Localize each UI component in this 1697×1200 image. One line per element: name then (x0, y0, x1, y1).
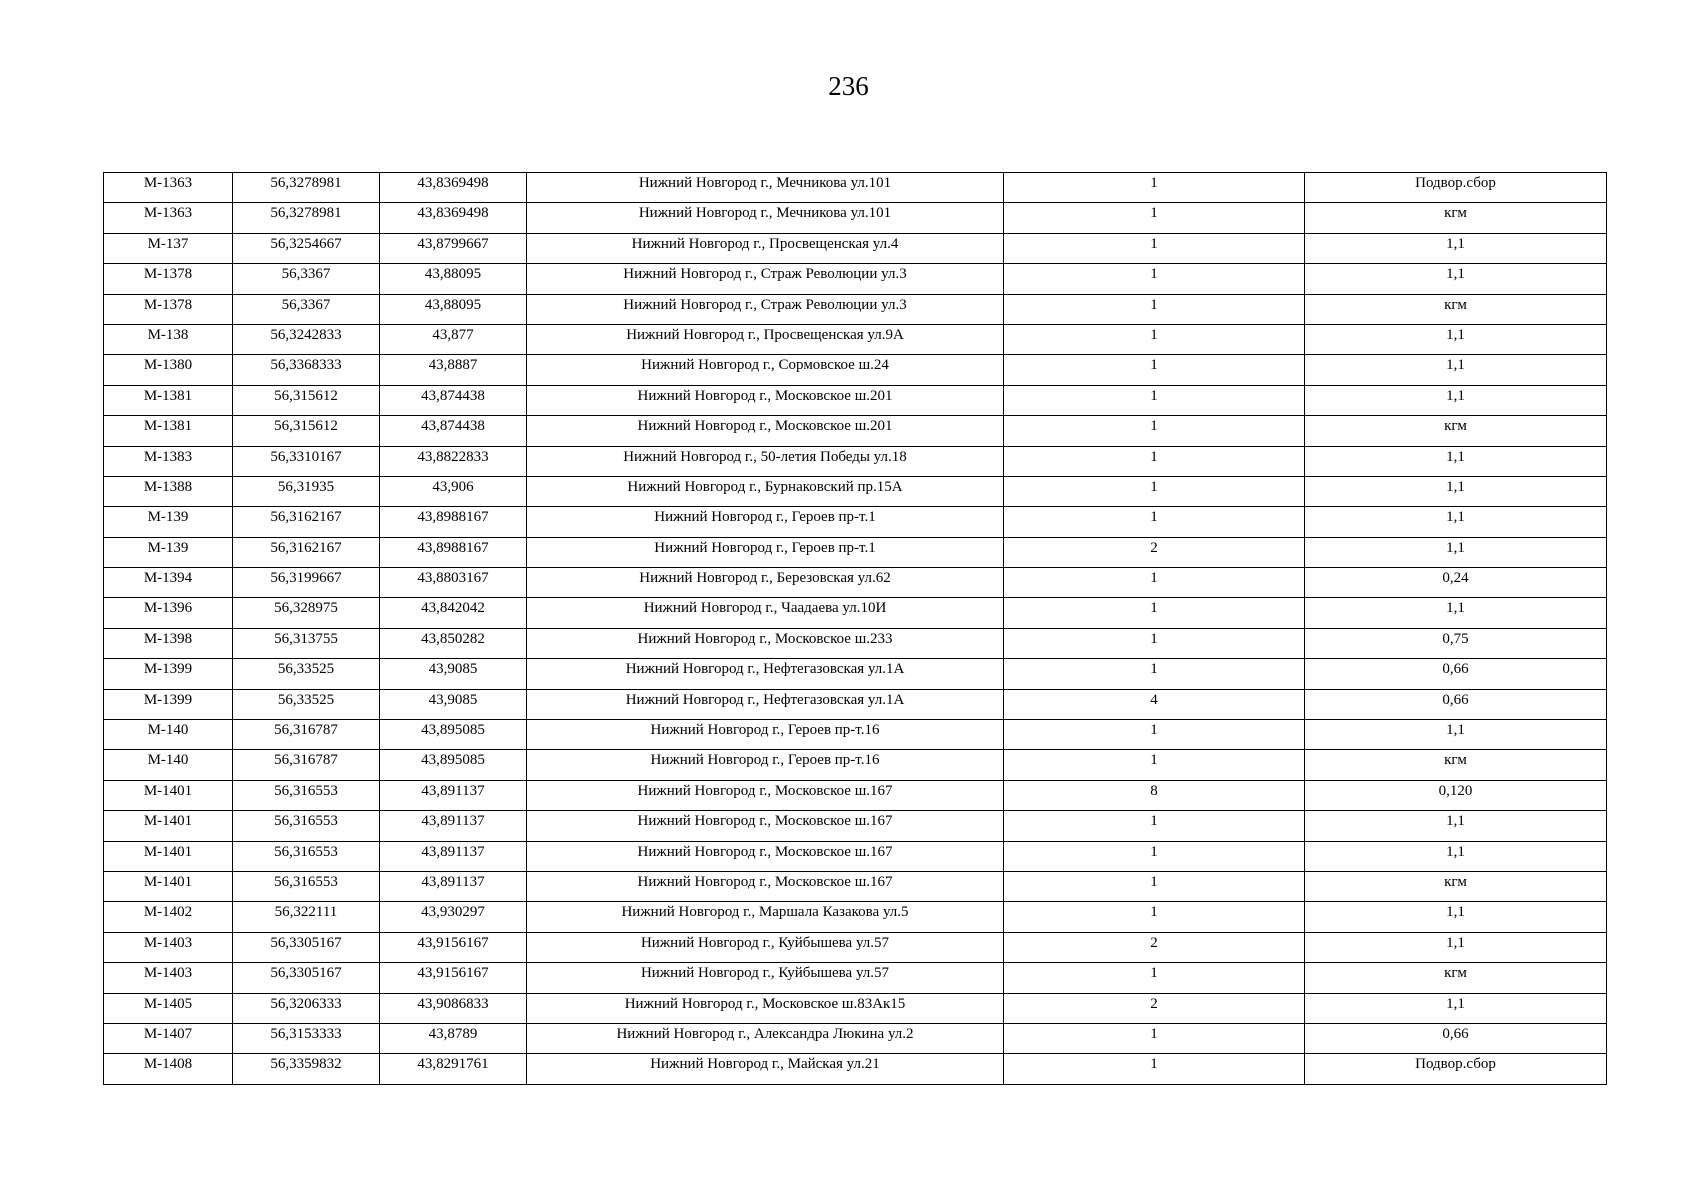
longitude-cell: 43,8988167 (380, 537, 527, 567)
address-cell: Нижний Новгород г., Героев пр-т.1 (527, 537, 1004, 567)
site-id-cell: М-1401 (104, 780, 233, 810)
latitude-cell: 56,33525 (233, 659, 380, 689)
site-id-cell: М-1388 (104, 476, 233, 506)
address-cell: Нижний Новгород г., Московское ш.167 (527, 841, 1004, 871)
address-cell: Нижний Новгород г., Маршала Казакова ул.5 (527, 902, 1004, 932)
address-cell: Нижний Новгород г., Страж Революции ул.3 (527, 264, 1004, 294)
table-row (104, 659, 1607, 689)
longitude-cell: 43,8887 (380, 355, 527, 385)
address-cell: Нижний Новгород г., 50-летия Победы ул.18 (527, 446, 1004, 476)
address-cell: Нижний Новгород г., Героев пр-т.1 (527, 507, 1004, 537)
latitude-cell: 56,3278981 (233, 173, 380, 203)
longitude-cell: 43,895085 (380, 750, 527, 780)
container-count-cell: 1 (1004, 173, 1305, 203)
container-volume-cell: 1,1 (1305, 264, 1607, 294)
container-volume-cell: 1,1 (1305, 507, 1607, 537)
longitude-cell: 43,9156167 (380, 932, 527, 962)
table-row (104, 1054, 1607, 1084)
container-volume-cell: 0,120 (1305, 780, 1607, 810)
container-count-cell: 1 (1004, 841, 1305, 871)
table-row (104, 993, 1607, 1023)
table-row (104, 811, 1607, 841)
container-count-cell: 1 (1004, 264, 1305, 294)
container-volume-cell: кгм (1305, 750, 1607, 780)
site-id-cell: М-1380 (104, 355, 233, 385)
longitude-cell: 43,891137 (380, 871, 527, 901)
latitude-cell: 56,316553 (233, 871, 380, 901)
container-count-cell: 1 (1004, 416, 1305, 446)
container-volume-cell: кгм (1305, 871, 1607, 901)
container-volume-cell: Подвор.сбор (1305, 1054, 1607, 1084)
site-id-cell: М-1396 (104, 598, 233, 628)
container-volume-cell: 0,75 (1305, 628, 1607, 658)
table-row (104, 902, 1607, 932)
container-count-cell: 1 (1004, 568, 1305, 598)
container-count-cell: 1 (1004, 324, 1305, 354)
latitude-cell: 56,315612 (233, 385, 380, 415)
container-count-cell: 1 (1004, 628, 1305, 658)
container-volume-cell: 1,1 (1305, 355, 1607, 385)
container-count-cell: 1 (1004, 203, 1305, 233)
longitude-cell: 43,895085 (380, 720, 527, 750)
container-count-cell: 1 (1004, 598, 1305, 628)
table-row (104, 780, 1607, 810)
latitude-cell: 56,3305167 (233, 932, 380, 962)
address-cell: Нижний Новгород г., Березовская ул.62 (527, 568, 1004, 598)
container-sites-table (103, 172, 1607, 1085)
table-row (104, 750, 1607, 780)
longitude-cell: 43,850282 (380, 628, 527, 658)
latitude-cell: 56,3242833 (233, 324, 380, 354)
address-cell: Нижний Новгород г., Просвещенская ул.9А (527, 324, 1004, 354)
table-row (104, 233, 1607, 263)
container-count-cell: 1 (1004, 659, 1305, 689)
container-count-cell: 1 (1004, 355, 1305, 385)
address-cell: Нижний Новгород г., Мечникова ул.101 (527, 203, 1004, 233)
container-volume-cell: 1,1 (1305, 811, 1607, 841)
container-volume-cell: кгм (1305, 416, 1607, 446)
latitude-cell: 56,3359832 (233, 1054, 380, 1084)
site-id-cell: М-139 (104, 537, 233, 567)
container-count-cell: 1 (1004, 1023, 1305, 1053)
site-id-cell: М-140 (104, 750, 233, 780)
table-row (104, 507, 1607, 537)
latitude-cell: 56,315612 (233, 416, 380, 446)
page-number: 236 (828, 71, 869, 101)
container-volume-cell: кгм (1305, 294, 1607, 324)
container-volume-cell: 1,1 (1305, 233, 1607, 263)
site-id-cell: М-1381 (104, 385, 233, 415)
site-id-cell: М-1398 (104, 628, 233, 658)
latitude-cell: 56,3278981 (233, 203, 380, 233)
latitude-cell: 56,3162167 (233, 507, 380, 537)
table-row (104, 385, 1607, 415)
longitude-cell: 43,930297 (380, 902, 527, 932)
site-id-cell: М-140 (104, 720, 233, 750)
address-cell: Нижний Новгород г., Нефтегазовская ул.1А (527, 659, 1004, 689)
container-count-cell: 2 (1004, 993, 1305, 1023)
longitude-cell: 43,8369498 (380, 203, 527, 233)
container-count-cell: 1 (1004, 811, 1305, 841)
table-row (104, 324, 1607, 354)
site-id-cell: М-1403 (104, 932, 233, 962)
site-id-cell: М-1401 (104, 811, 233, 841)
address-cell: Нижний Новгород г., Московское ш.83Ак15 (527, 993, 1004, 1023)
latitude-cell: 56,316553 (233, 780, 380, 810)
container-volume-cell: 1,1 (1305, 385, 1607, 415)
longitude-cell: 43,8822833 (380, 446, 527, 476)
longitude-cell: 43,891137 (380, 780, 527, 810)
longitude-cell: 43,8291761 (380, 1054, 527, 1084)
latitude-cell: 56,316553 (233, 811, 380, 841)
address-cell: Нижний Новгород г., Героев пр-т.16 (527, 750, 1004, 780)
latitude-cell: 56,3162167 (233, 537, 380, 567)
container-volume-cell: 0,24 (1305, 568, 1607, 598)
container-volume-cell: 1,1 (1305, 993, 1607, 1023)
address-cell: Нижний Новгород г., Бурнаковский пр.15А (527, 476, 1004, 506)
table-row (104, 932, 1607, 962)
container-volume-cell: 1,1 (1305, 841, 1607, 871)
table-row (104, 689, 1607, 719)
latitude-cell: 56,3367 (233, 294, 380, 324)
table-row (104, 871, 1607, 901)
site-id-cell: М-1405 (104, 993, 233, 1023)
table-row (104, 1023, 1607, 1053)
site-id-cell: М-1399 (104, 659, 233, 689)
container-count-cell: 1 (1004, 476, 1305, 506)
site-id-cell: М-1408 (104, 1054, 233, 1084)
site-id-cell: М-1401 (104, 871, 233, 901)
container-count-cell: 1 (1004, 233, 1305, 263)
container-volume-cell: 1,1 (1305, 598, 1607, 628)
container-volume-cell: 1,1 (1305, 932, 1607, 962)
latitude-cell: 56,322111 (233, 902, 380, 932)
container-count-cell: 1 (1004, 507, 1305, 537)
longitude-cell: 43,891137 (380, 841, 527, 871)
container-count-cell: 8 (1004, 780, 1305, 810)
container-volume-cell: кгм (1305, 963, 1607, 993)
latitude-cell: 56,3254667 (233, 233, 380, 263)
container-count-cell: 2 (1004, 537, 1305, 567)
address-cell: Нижний Новгород г., Сормовское ш.24 (527, 355, 1004, 385)
address-cell: Нижний Новгород г., Московское ш.167 (527, 871, 1004, 901)
container-count-cell: 1 (1004, 963, 1305, 993)
longitude-cell: 43,8789 (380, 1023, 527, 1053)
table-row (104, 598, 1607, 628)
longitude-cell: 43,874438 (380, 385, 527, 415)
site-id-cell: М-139 (104, 507, 233, 537)
container-count-cell: 1 (1004, 902, 1305, 932)
site-id-cell: М-138 (104, 324, 233, 354)
table-row (104, 294, 1607, 324)
longitude-cell: 43,9086833 (380, 993, 527, 1023)
container-volume-cell: 0,66 (1305, 1023, 1607, 1053)
container-count-cell: 1 (1004, 871, 1305, 901)
latitude-cell: 56,316787 (233, 750, 380, 780)
container-volume-cell: 1,1 (1305, 902, 1607, 932)
container-count-cell: 1 (1004, 720, 1305, 750)
table-row (104, 841, 1607, 871)
longitude-cell: 43,9156167 (380, 963, 527, 993)
site-id-cell: М-1402 (104, 902, 233, 932)
site-id-cell: М-1363 (104, 203, 233, 233)
site-id-cell: М-1383 (104, 446, 233, 476)
address-cell: Нижний Новгород г., Александра Люкина ул.2 (527, 1023, 1004, 1053)
latitude-cell: 56,313755 (233, 628, 380, 658)
longitude-cell: 43,906 (380, 476, 527, 506)
longitude-cell: 43,88095 (380, 294, 527, 324)
table-row (104, 264, 1607, 294)
address-cell: Нижний Новгород г., Просвещенская ул.4 (527, 233, 1004, 263)
table-row (104, 476, 1607, 506)
longitude-cell: 43,9085 (380, 689, 527, 719)
address-cell: Нижний Новгород г., Московское ш.167 (527, 780, 1004, 810)
longitude-cell: 43,891137 (380, 811, 527, 841)
container-count-cell: 1 (1004, 750, 1305, 780)
latitude-cell: 56,3206333 (233, 993, 380, 1023)
address-cell: Нижний Новгород г., Московское ш.167 (527, 811, 1004, 841)
site-id-cell: М-1363 (104, 173, 233, 203)
table-row (104, 446, 1607, 476)
site-id-cell: М-1394 (104, 568, 233, 598)
site-id-cell: М-1403 (104, 963, 233, 993)
container-volume-cell: кгм (1305, 203, 1607, 233)
table-row (104, 203, 1607, 233)
latitude-cell: 56,3153333 (233, 1023, 380, 1053)
table-row (104, 173, 1607, 203)
longitude-cell: 43,8803167 (380, 568, 527, 598)
table-row (104, 720, 1607, 750)
container-volume-cell: 1,1 (1305, 476, 1607, 506)
site-id-cell: М-137 (104, 233, 233, 263)
latitude-cell: 56,33525 (233, 689, 380, 719)
address-cell: Нижний Новгород г., Куйбышева ул.57 (527, 932, 1004, 962)
longitude-cell: 43,8988167 (380, 507, 527, 537)
container-volume-cell: 0,66 (1305, 659, 1607, 689)
address-cell: Нижний Новгород г., Московское ш.233 (527, 628, 1004, 658)
longitude-cell: 43,88095 (380, 264, 527, 294)
latitude-cell: 56,3368333 (233, 355, 380, 385)
container-count-cell: 1 (1004, 385, 1305, 415)
table-row (104, 568, 1607, 598)
site-id-cell: М-1378 (104, 264, 233, 294)
latitude-cell: 56,316553 (233, 841, 380, 871)
container-volume-cell: 1,1 (1305, 537, 1607, 567)
table-row (104, 628, 1607, 658)
longitude-cell: 43,842042 (380, 598, 527, 628)
site-id-cell: М-1378 (104, 294, 233, 324)
table-row (104, 416, 1607, 446)
container-count-cell: 1 (1004, 446, 1305, 476)
site-id-cell: М-1399 (104, 689, 233, 719)
table-body (104, 173, 1607, 1085)
container-volume-cell: 0,66 (1305, 689, 1607, 719)
container-count-cell: 1 (1004, 1054, 1305, 1084)
longitude-cell: 43,8799667 (380, 233, 527, 263)
site-id-cell: М-1407 (104, 1023, 233, 1053)
address-cell: Нижний Новгород г., Куйбышева ул.57 (527, 963, 1004, 993)
address-cell: Нижний Новгород г., Московское ш.201 (527, 416, 1004, 446)
table-row (104, 537, 1607, 567)
latitude-cell: 56,3199667 (233, 568, 380, 598)
address-cell: Нижний Новгород г., Нефтегазовская ул.1А (527, 689, 1004, 719)
container-volume-cell: 1,1 (1305, 446, 1607, 476)
longitude-cell: 43,8369498 (380, 173, 527, 203)
address-cell: Нижний Новгород г., Чаадаева ул.10И (527, 598, 1004, 628)
container-count-cell: 4 (1004, 689, 1305, 719)
container-volume-cell: 1,1 (1305, 720, 1607, 750)
longitude-cell: 43,877 (380, 324, 527, 354)
latitude-cell: 56,31935 (233, 476, 380, 506)
longitude-cell: 43,9085 (380, 659, 527, 689)
container-volume-cell: Подвор.сбор (1305, 173, 1607, 203)
table-row (104, 355, 1607, 385)
site-id-cell: М-1381 (104, 416, 233, 446)
container-count-cell: 2 (1004, 932, 1305, 962)
container-count-cell: 1 (1004, 294, 1305, 324)
longitude-cell: 43,874438 (380, 416, 527, 446)
site-id-cell: М-1401 (104, 841, 233, 871)
address-cell: Нижний Новгород г., Героев пр-т.16 (527, 720, 1004, 750)
address-cell: Нижний Новгород г., Страж Революции ул.3 (527, 294, 1004, 324)
address-cell: Нижний Новгород г., Мечникова ул.101 (527, 173, 1004, 203)
container-volume-cell: 1,1 (1305, 324, 1607, 354)
latitude-cell: 56,3367 (233, 264, 380, 294)
latitude-cell: 56,3305167 (233, 963, 380, 993)
address-cell: Нижний Новгород г., Московское ш.201 (527, 385, 1004, 415)
latitude-cell: 56,316787 (233, 720, 380, 750)
latitude-cell: 56,3310167 (233, 446, 380, 476)
latitude-cell: 56,328975 (233, 598, 380, 628)
address-cell: Нижний Новгород г., Майская ул.21 (527, 1054, 1004, 1084)
table-row (104, 963, 1607, 993)
